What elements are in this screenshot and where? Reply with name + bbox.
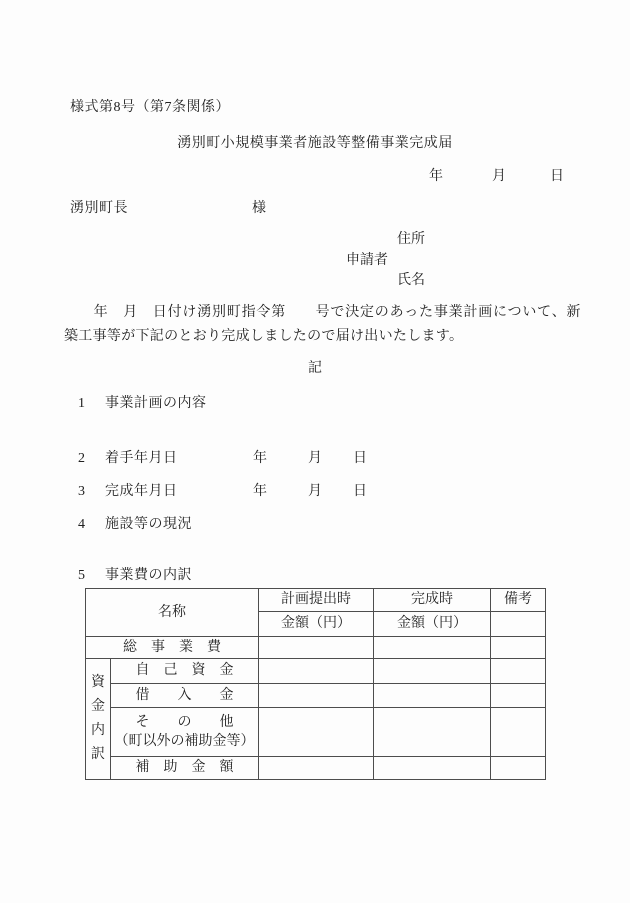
start-month-label: 月 xyxy=(308,451,322,466)
total-completion-amount-cell xyxy=(374,637,491,659)
other-plan-amount-cell xyxy=(259,708,374,757)
loan-remarks-cell xyxy=(491,684,546,708)
row-self-fund-label: 自 己 資 金 xyxy=(111,659,259,684)
item-label: 施設等の現況 xyxy=(105,517,192,532)
list-item-5 xyxy=(0,567,630,585)
other-completion-amount-cell xyxy=(374,708,491,757)
start-year-label: 年 xyxy=(253,451,267,466)
item-number: 5 xyxy=(78,568,85,583)
addressee-name: 湧別町長 xyxy=(70,201,128,216)
self-fund-remarks-cell xyxy=(491,659,546,684)
subsidy-plan-amount-cell xyxy=(259,757,374,780)
item-label: 完成年月日 xyxy=(105,484,178,499)
body-paragraph-line-1: 年 月 日付け湧別町指令第 号で決定のあった事業計画について、新 xyxy=(64,305,582,320)
addressee-honorific: 様 xyxy=(252,201,266,216)
header-completion: 完成時 xyxy=(374,589,491,612)
item-number: 3 xyxy=(78,484,85,499)
item-label: 着手年月日 xyxy=(105,451,178,466)
header-plan-submission: 計画提出時 xyxy=(259,589,374,612)
header-remarks: 備考 xyxy=(491,589,546,612)
start-day-label: 日 xyxy=(353,451,367,466)
applicant-name-label: 氏名 xyxy=(397,273,425,288)
item-number: 2 xyxy=(78,451,85,466)
document-title: 湧別町小規模事業者施設等整備事業完成届 xyxy=(177,136,453,151)
date-day-label: 日 xyxy=(550,169,564,184)
loan-completion-amount-cell xyxy=(374,684,491,708)
item-number: 4 xyxy=(78,517,85,532)
body-paragraph-line-2: 築工事等が下記のとおり完成しましたので届け出いたします。 xyxy=(64,329,464,344)
other-remarks-cell xyxy=(491,708,546,757)
subsidy-completion-amount-cell xyxy=(374,757,491,780)
total-plan-amount-cell xyxy=(259,637,374,659)
other-label-note: （町以外の補助金等） xyxy=(114,734,255,749)
row-loan-label: 借 入 金 xyxy=(111,684,259,708)
date-year-label: 年 xyxy=(429,169,443,184)
list-item-3 xyxy=(0,483,630,501)
row-total-label: 総 事 業 費 xyxy=(86,637,259,659)
item-label: 事業費の内訳 xyxy=(105,568,192,583)
form-number: 様式第8号（第7条関係） xyxy=(70,100,230,115)
list-item-1 xyxy=(0,395,630,413)
header-name: 名称 xyxy=(86,589,259,637)
completion-day-label: 日 xyxy=(353,484,367,499)
list-item-2 xyxy=(0,450,630,468)
record-mark: 記 xyxy=(308,361,322,376)
header-remarks-sub-cell xyxy=(491,612,546,637)
completion-year-label: 年 xyxy=(253,484,267,499)
row-subsidy-label: 補 助 金 額 xyxy=(111,757,259,780)
applicant-address-label: 住所 xyxy=(397,232,425,247)
cost-table xyxy=(85,588,546,780)
completion-month-label: 月 xyxy=(308,484,322,499)
date-month-label: 月 xyxy=(492,169,506,184)
subsidy-remarks-cell xyxy=(491,757,546,780)
header-plan-amount: 金額（円） xyxy=(259,612,374,637)
list-item-4 xyxy=(0,516,630,534)
loan-plan-amount-cell xyxy=(259,684,374,708)
applicant-label: 申請者 xyxy=(346,253,388,268)
header-completion-amount: 金額（円） xyxy=(374,612,491,637)
self-fund-completion-amount-cell xyxy=(374,659,491,684)
self-fund-plan-amount-cell xyxy=(259,659,374,684)
total-remarks-cell xyxy=(491,637,546,659)
row-other-label xyxy=(111,708,259,757)
other-label-main: そ の 他 xyxy=(135,715,234,730)
row-breakdown-label: 資金内訳 xyxy=(86,659,111,780)
item-label: 事業計画の内容 xyxy=(105,396,207,411)
item-number: 1 xyxy=(78,396,85,411)
